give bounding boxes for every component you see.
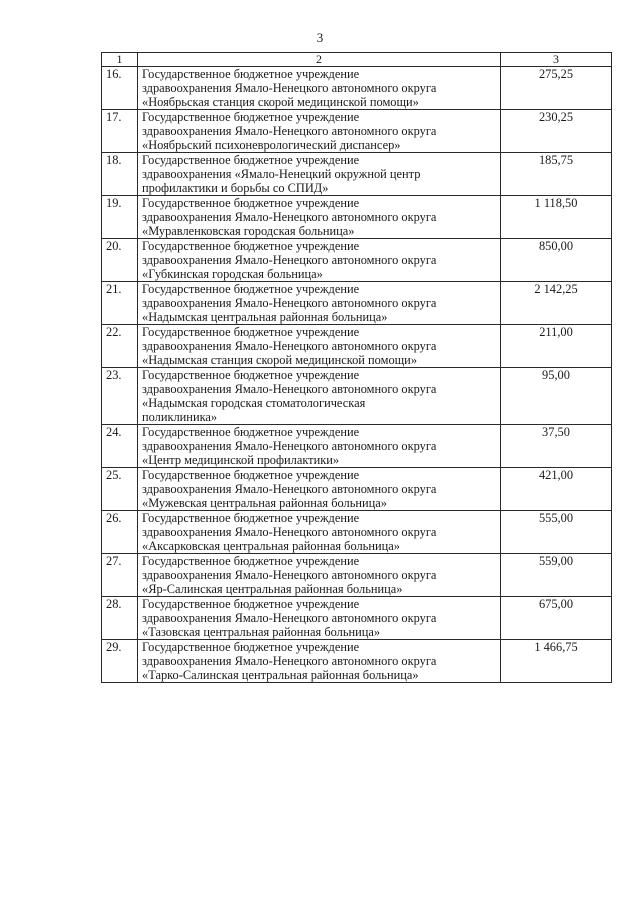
table-row <box>102 110 612 153</box>
institution-name-line: здравоохранения Ямало-Ненецкого автономного округа <box>142 124 437 138</box>
institution-name-line: Государственное бюджетное учреждение <box>142 239 360 253</box>
row-number: 18. <box>102 153 138 196</box>
row-number: 29. <box>102 640 138 683</box>
institution-name-line: Государственное бюджетное учреждение <box>142 153 360 167</box>
institution-name-line: Государственное бюджетное учреждение <box>142 511 360 525</box>
amount-value: 185,75 <box>501 153 612 196</box>
institution-name <box>138 554 501 597</box>
table-row <box>102 425 612 468</box>
table-row <box>102 153 612 196</box>
institution-name <box>138 196 501 239</box>
amount-value: 230,25 <box>501 110 612 153</box>
row-number: 19. <box>102 196 138 239</box>
institution-name-line: здравоохранения Ямало-Ненецкого автономного округа <box>142 296 437 310</box>
row-number: 27. <box>102 554 138 597</box>
institution-name-line: Государственное бюджетное учреждение <box>142 597 360 611</box>
institution-name <box>138 282 501 325</box>
institution-name-line: здравоохранения Ямало-Ненецкого автономного округа <box>142 568 437 582</box>
institution-name-line: «Ноябрьский психоневрологический диспансер» <box>142 138 401 152</box>
page-number: 3 <box>316 30 324 45</box>
institution-name-line: Государственное бюджетное учреждение <box>142 468 360 482</box>
institution-name-line: здравоохранения «Ямало-Ненецкий окружной центр <box>142 167 421 181</box>
institution-name <box>138 325 501 368</box>
table-row <box>102 468 612 511</box>
amount-value: 850,00 <box>501 239 612 282</box>
amount-value: 1 118,50 <box>501 196 612 239</box>
institution-name <box>138 597 501 640</box>
institution-name-line: «Надымская станция скорой медицинской помощи» <box>142 353 418 367</box>
institution-name-line: «Яр-Салинская центральная районная больница» <box>142 582 403 596</box>
allocation-table <box>101 52 612 683</box>
table-row <box>102 597 612 640</box>
row-number: 21. <box>102 282 138 325</box>
row-number: 25. <box>102 468 138 511</box>
institution-name-line: «Центр медицинской профилактики» <box>142 453 340 467</box>
institution-name-line: здравоохранения Ямало-Ненецкого автономного округа <box>142 439 437 453</box>
institution-name-line: здравоохранения Ямало-Ненецкого автономного округа <box>142 654 437 668</box>
row-number: 26. <box>102 511 138 554</box>
row-number: 17. <box>102 110 138 153</box>
institution-name-line: Государственное бюджетное учреждение <box>142 196 360 210</box>
row-number: 24. <box>102 425 138 468</box>
institution-name <box>138 640 501 683</box>
institution-name-line: здравоохранения Ямало-Ненецкого автономного округа <box>142 611 437 625</box>
amount-value: 421,00 <box>501 468 612 511</box>
institution-name-line: Государственное бюджетное учреждение <box>142 110 360 124</box>
table-row <box>102 511 612 554</box>
institution-name-line: Государственное бюджетное учреждение <box>142 282 360 296</box>
institution-name-line: Государственное бюджетное учреждение <box>142 425 360 439</box>
institution-name-line: «Тазовская центральная районная больница» <box>142 625 381 639</box>
row-number: 22. <box>102 325 138 368</box>
table-row <box>102 282 612 325</box>
institution-name-line: «Аксарковская центральная районная больница» <box>142 539 400 553</box>
row-number: 16. <box>102 67 138 110</box>
amount-value: 1 466,75 <box>501 640 612 683</box>
institution-name <box>138 468 501 511</box>
institution-name-line: «Надымская городская стоматологическая <box>142 396 366 410</box>
institution-name-line: Государственное бюджетное учреждение <box>142 554 360 568</box>
amount-value: 95,00 <box>501 368 612 425</box>
column-header-institution: 2 <box>138 53 501 67</box>
institution-name-line: здравоохранения Ямало-Ненецкого автономного округа <box>142 482 437 496</box>
amount-value: 555,00 <box>501 511 612 554</box>
row-number: 20. <box>102 239 138 282</box>
institution-name-line: Государственное бюджетное учреждение <box>142 368 360 382</box>
amount-value: 37,50 <box>501 425 612 468</box>
institution-name-line: «Муравленковская городская больница» <box>142 224 355 238</box>
institution-name <box>138 425 501 468</box>
institution-name <box>138 239 501 282</box>
institution-name-line: здравоохранения Ямало-Ненецкого автономного округа <box>142 525 437 539</box>
institution-name-line: «Мужевская центральная районная больница» <box>142 496 387 510</box>
table-row <box>102 239 612 282</box>
amount-value: 275,25 <box>501 67 612 110</box>
table-row <box>102 554 612 597</box>
column-header-amount: 3 <box>501 53 612 67</box>
institution-name <box>138 153 501 196</box>
table-row <box>102 368 612 425</box>
institution-name-line: поликлиника» <box>142 410 218 424</box>
institution-name-line: здравоохранения Ямало-Ненецкого автономного округа <box>142 339 437 353</box>
amount-value: 559,00 <box>501 554 612 597</box>
institution-name-line: здравоохранения Ямало-Ненецкого автономного округа <box>142 382 437 396</box>
institution-name-line: Государственное бюджетное учреждение <box>142 325 360 339</box>
institution-name <box>138 368 501 425</box>
institution-name-line: профилактики и борьбы со СПИД» <box>142 181 329 195</box>
table-row <box>102 325 612 368</box>
institution-name-line: Государственное бюджетное учреждение <box>142 640 360 654</box>
row-number: 28. <box>102 597 138 640</box>
institution-name-line: Государственное бюджетное учреждение <box>142 67 360 81</box>
amount-value: 2 142,25 <box>501 282 612 325</box>
amount-value: 211,00 <box>501 325 612 368</box>
institution-name <box>138 67 501 110</box>
table-row <box>102 196 612 239</box>
institution-name-line: «Надымская центральная районная больница» <box>142 310 388 324</box>
row-number: 23. <box>102 368 138 425</box>
institution-name <box>138 110 501 153</box>
institution-name-line: «Губкинская городская больница» <box>142 267 323 281</box>
table-row <box>102 67 612 110</box>
column-header-number: 1 <box>102 53 138 67</box>
institution-name-line: «Тарко-Салинская центральная районная больница» <box>142 668 419 682</box>
table-row <box>102 640 612 683</box>
amount-value: 675,00 <box>501 597 612 640</box>
institution-name <box>138 511 501 554</box>
institution-name-line: здравоохранения Ямало-Ненецкого автономного округа <box>142 253 437 267</box>
institution-name-line: «Ноябрьская станция скорой медицинской помощи» <box>142 95 419 109</box>
institution-name-line: здравоохранения Ямало-Ненецкого автономного округа <box>142 210 437 224</box>
institution-name-line: здравоохранения Ямало-Ненецкого автономного округа <box>142 81 437 95</box>
table-header-row <box>102 53 612 67</box>
